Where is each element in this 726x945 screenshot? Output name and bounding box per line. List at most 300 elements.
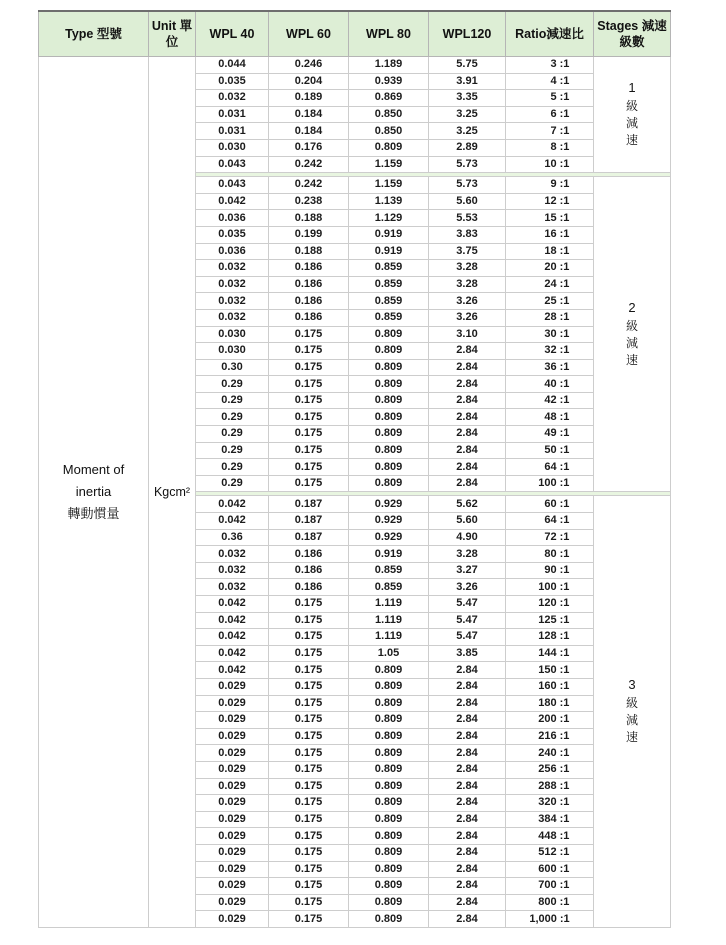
value-cell: 0.030 xyxy=(196,343,269,360)
value-cell: 0.175 xyxy=(269,459,349,476)
value-cell: 0.175 xyxy=(269,645,349,662)
value-cell: 0.042 xyxy=(196,596,269,613)
value-cell: 0.242 xyxy=(269,177,349,194)
value-cell: 0.188 xyxy=(269,210,349,227)
ratio-cell xyxy=(506,828,594,845)
unit-cell: Kgcm² xyxy=(149,57,196,928)
value-cell: 0.186 xyxy=(269,579,349,596)
ratio-cell xyxy=(506,878,594,895)
value-cell: 3.26 xyxy=(429,579,506,596)
ratio-number: 72 xyxy=(544,530,557,543)
ratio-suffix: :1 xyxy=(559,829,570,842)
value-cell: 3.28 xyxy=(429,546,506,563)
value-cell: 5.73 xyxy=(429,156,506,173)
value-cell: 2.84 xyxy=(429,376,506,393)
ratio-cell xyxy=(506,156,594,173)
value-cell: 0.175 xyxy=(269,475,349,492)
ratio-cell xyxy=(506,894,594,911)
value-cell: 1.189 xyxy=(349,57,429,74)
value-cell: 1.159 xyxy=(349,177,429,194)
value-cell: 3.26 xyxy=(429,293,506,310)
ratio-cell xyxy=(506,861,594,878)
ratio-suffix: :1 xyxy=(559,195,570,208)
value-cell: 0.809 xyxy=(349,475,429,492)
value-cell: 2.84 xyxy=(429,844,506,861)
value-cell: 2.84 xyxy=(429,409,506,426)
ratio-suffix: :1 xyxy=(559,763,570,776)
ratio-number: 144 xyxy=(538,647,557,660)
value-cell: 0.042 xyxy=(196,513,269,530)
value-cell: 3.75 xyxy=(429,243,506,260)
ratio-number: 7 xyxy=(550,124,557,137)
ratio-number: 120 xyxy=(538,597,557,610)
ratio-cell xyxy=(506,475,594,492)
ratio-cell xyxy=(506,260,594,277)
ratio-suffix: :1 xyxy=(559,696,570,709)
ratio-suffix: :1 xyxy=(559,746,570,759)
value-cell: 0.035 xyxy=(196,73,269,90)
col-header-ratio: Ratio減速比 xyxy=(506,11,594,57)
col-header-stages: Stages 減速級數 xyxy=(594,11,671,57)
value-cell: 0.850 xyxy=(349,123,429,140)
ratio-suffix: :1 xyxy=(559,124,570,137)
ratio-cell xyxy=(506,276,594,293)
value-cell: 0.809 xyxy=(349,861,429,878)
value-cell: 0.199 xyxy=(269,226,349,243)
value-cell: 0.032 xyxy=(196,276,269,293)
value-cell: 0.030 xyxy=(196,326,269,343)
value-cell: 0.032 xyxy=(196,90,269,107)
ratio-suffix: :1 xyxy=(559,497,570,510)
value-cell: 2.84 xyxy=(429,695,506,712)
ratio-suffix: :1 xyxy=(559,846,570,859)
value-cell: 0.175 xyxy=(269,678,349,695)
value-cell: 0.809 xyxy=(349,326,429,343)
ratio-number: 18 xyxy=(544,244,557,257)
value-cell: 0.175 xyxy=(269,359,349,376)
ratio-suffix: :1 xyxy=(559,547,570,560)
type-cell-line: inertia xyxy=(75,483,112,499)
value-cell: 0.184 xyxy=(269,123,349,140)
value-cell: 0.919 xyxy=(349,546,429,563)
ratio-suffix: :1 xyxy=(559,443,570,456)
col-header-unit: Unit 單位 xyxy=(149,11,196,57)
ratio-suffix: :1 xyxy=(559,228,570,241)
value-cell: 1.159 xyxy=(349,156,429,173)
ratio-cell xyxy=(506,745,594,762)
value-cell: 0.184 xyxy=(269,106,349,123)
ratio-cell xyxy=(506,629,594,646)
value-cell: 0.175 xyxy=(269,442,349,459)
ratio-suffix: :1 xyxy=(559,680,570,693)
value-cell: 5.62 xyxy=(429,496,506,513)
value-cell: 3.35 xyxy=(429,90,506,107)
ratio-cell xyxy=(506,579,594,596)
value-cell: 0.809 xyxy=(349,426,429,443)
value-cell: 0.042 xyxy=(196,629,269,646)
value-cell: 1.139 xyxy=(349,193,429,210)
value-cell: 0.809 xyxy=(349,894,429,911)
value-cell: 0.29 xyxy=(196,392,269,409)
value-cell: 0.929 xyxy=(349,529,429,546)
value-cell: 0.029 xyxy=(196,695,269,712)
ratio-suffix: :1 xyxy=(559,327,570,340)
ratio-cell xyxy=(506,57,594,74)
ratio-number: 28 xyxy=(544,311,557,324)
value-cell: 0.044 xyxy=(196,57,269,74)
value-cell: 3.25 xyxy=(429,123,506,140)
value-cell: 0.809 xyxy=(349,828,429,845)
stage-cell xyxy=(594,57,671,173)
value-cell: 0.29 xyxy=(196,442,269,459)
value-cell: 0.175 xyxy=(269,811,349,828)
value-cell: 2.84 xyxy=(429,459,506,476)
value-cell: 5.60 xyxy=(429,193,506,210)
value-cell: 0.29 xyxy=(196,475,269,492)
value-cell: 0.869 xyxy=(349,90,429,107)
value-cell: 2.84 xyxy=(429,442,506,459)
value-cell: 0.042 xyxy=(196,496,269,513)
ratio-number: 24 xyxy=(544,278,557,291)
ratio-number: 48 xyxy=(544,410,557,423)
value-cell: 2.84 xyxy=(429,861,506,878)
value-cell: 0.809 xyxy=(349,795,429,812)
ratio-number: 49 xyxy=(544,427,557,440)
col-header-wpl40: WPL 40 xyxy=(196,11,269,57)
ratio-cell xyxy=(506,326,594,343)
ratio-cell xyxy=(506,728,594,745)
value-cell: 5.47 xyxy=(429,612,506,629)
value-cell: 1.119 xyxy=(349,629,429,646)
value-cell: 2.84 xyxy=(429,728,506,745)
ratio-cell xyxy=(506,123,594,140)
value-cell: 0.809 xyxy=(349,728,429,745)
ratio-number: 36 xyxy=(544,360,557,373)
ratio-cell xyxy=(506,106,594,123)
value-cell: 0.809 xyxy=(349,343,429,360)
ratio-cell xyxy=(506,811,594,828)
value-cell: 0.186 xyxy=(269,293,349,310)
value-cell: 0.175 xyxy=(269,894,349,911)
ratio-cell xyxy=(506,73,594,90)
value-cell: 0.29 xyxy=(196,376,269,393)
value-cell: 0.859 xyxy=(349,309,429,326)
value-cell: 0.030 xyxy=(196,139,269,156)
ratio-suffix: :1 xyxy=(559,647,570,660)
ratio-suffix: :1 xyxy=(559,344,570,357)
value-cell: 2.84 xyxy=(429,811,506,828)
ratio-number: 100 xyxy=(538,580,557,593)
ratio-number: 64 xyxy=(544,460,557,473)
ratio-number: 32 xyxy=(544,344,557,357)
ratio-cell xyxy=(506,529,594,546)
value-cell: 0.859 xyxy=(349,293,429,310)
ratio-suffix: :1 xyxy=(559,211,570,224)
stage-label: 級 減 速 xyxy=(625,99,638,148)
stage-number: 3 xyxy=(628,677,636,693)
ratio-suffix: :1 xyxy=(559,294,570,307)
value-cell: 1.05 xyxy=(349,645,429,662)
ratio-suffix: :1 xyxy=(559,613,570,626)
ratio-cell xyxy=(506,844,594,861)
ratio-cell xyxy=(506,911,594,928)
ratio-number: 60 xyxy=(544,497,557,510)
value-cell: 0.175 xyxy=(269,761,349,778)
value-cell: 5.60 xyxy=(429,513,506,530)
stage-number: 2 xyxy=(628,299,636,315)
type-cell-line: Moment of xyxy=(62,461,125,477)
value-cell: 0.36 xyxy=(196,529,269,546)
value-cell: 0.809 xyxy=(349,811,429,828)
value-cell: 0.032 xyxy=(196,293,269,310)
value-cell: 2.84 xyxy=(429,778,506,795)
value-cell: 0.919 xyxy=(349,226,429,243)
ratio-number: 125 xyxy=(538,613,557,626)
value-cell: 0.175 xyxy=(269,712,349,729)
ratio-cell xyxy=(506,596,594,613)
value-cell: 0.175 xyxy=(269,795,349,812)
ratio-cell xyxy=(506,426,594,443)
ratio-number: 288 xyxy=(538,779,557,792)
ratio-suffix: :1 xyxy=(559,311,570,324)
value-cell: 1.119 xyxy=(349,612,429,629)
value-cell: 0.238 xyxy=(269,193,349,210)
ratio-cell xyxy=(506,496,594,513)
ratio-cell xyxy=(506,442,594,459)
ratio-suffix: :1 xyxy=(559,74,570,87)
value-cell: 0.032 xyxy=(196,260,269,277)
value-cell: 0.029 xyxy=(196,894,269,911)
ratio-cell xyxy=(506,678,594,695)
value-cell: 0.187 xyxy=(269,496,349,513)
value-cell: 0.809 xyxy=(349,409,429,426)
value-cell: 0.187 xyxy=(269,529,349,546)
value-cell: 0.186 xyxy=(269,562,349,579)
ratio-suffix: :1 xyxy=(559,895,570,908)
ratio-cell xyxy=(506,645,594,662)
value-cell: 0.175 xyxy=(269,844,349,861)
value-cell: 0.029 xyxy=(196,795,269,812)
ratio-number: 512 xyxy=(538,846,557,859)
col-header-wpl60: WPL 60 xyxy=(269,11,349,57)
value-cell: 0.175 xyxy=(269,392,349,409)
value-cell: 2.84 xyxy=(429,761,506,778)
ratio-cell xyxy=(506,243,594,260)
value-cell: 0.809 xyxy=(349,911,429,928)
ratio-number: 5 xyxy=(550,91,557,104)
value-cell: 2.84 xyxy=(429,878,506,895)
header-row xyxy=(39,11,671,57)
ratio-cell xyxy=(506,90,594,107)
value-cell: 0.042 xyxy=(196,662,269,679)
ratio-cell xyxy=(506,309,594,326)
ratio-number: 200 xyxy=(538,713,557,726)
value-cell: 0.175 xyxy=(269,745,349,762)
value-cell: 5.73 xyxy=(429,177,506,194)
stage-label: 級 減 速 xyxy=(625,696,638,745)
type-cell xyxy=(39,57,149,928)
ratio-suffix: :1 xyxy=(559,514,570,527)
ratio-cell xyxy=(506,612,594,629)
ratio-suffix: :1 xyxy=(559,141,570,154)
ratio-number: 10 xyxy=(544,157,557,170)
ratio-suffix: :1 xyxy=(559,713,570,726)
ratio-cell xyxy=(506,226,594,243)
ratio-number: 9 xyxy=(550,178,557,191)
ratio-number: 15 xyxy=(544,211,557,224)
ratio-number: 64 xyxy=(544,514,557,527)
value-cell: 0.175 xyxy=(269,878,349,895)
ratio-cell xyxy=(506,662,594,679)
ratio-number: 16 xyxy=(544,228,557,241)
value-cell: 5.47 xyxy=(429,629,506,646)
value-cell: 3.26 xyxy=(429,309,506,326)
value-cell: 0.032 xyxy=(196,309,269,326)
value-cell: 0.809 xyxy=(349,695,429,712)
value-cell: 0.809 xyxy=(349,359,429,376)
value-cell: 0.809 xyxy=(349,778,429,795)
value-cell: 2.84 xyxy=(429,359,506,376)
ratio-number: 160 xyxy=(538,680,557,693)
ratio-suffix: :1 xyxy=(559,58,570,71)
value-cell: 0.175 xyxy=(269,612,349,629)
value-cell: 0.029 xyxy=(196,844,269,861)
value-cell: 2.84 xyxy=(429,795,506,812)
ratio-suffix: :1 xyxy=(559,730,570,743)
ratio-suffix: :1 xyxy=(559,460,570,473)
ratio-suffix: :1 xyxy=(559,879,570,892)
value-cell: 0.809 xyxy=(349,139,429,156)
value-cell: 3.91 xyxy=(429,73,506,90)
ratio-suffix: :1 xyxy=(559,244,570,257)
value-cell: 0.029 xyxy=(196,712,269,729)
value-cell: 0.929 xyxy=(349,496,429,513)
value-cell: 0.175 xyxy=(269,376,349,393)
value-cell: 0.042 xyxy=(196,193,269,210)
value-cell: 0.176 xyxy=(269,139,349,156)
ratio-suffix: :1 xyxy=(559,261,570,274)
ratio-suffix: :1 xyxy=(559,477,570,490)
ratio-cell xyxy=(506,695,594,712)
value-cell: 2.84 xyxy=(429,343,506,360)
value-cell: 3.83 xyxy=(429,226,506,243)
ratio-suffix: :1 xyxy=(559,580,570,593)
ratio-number: 3 xyxy=(550,58,557,71)
value-cell: 3.28 xyxy=(429,260,506,277)
ratio-cell xyxy=(506,359,594,376)
value-cell: 2.84 xyxy=(429,678,506,695)
value-cell: 3.27 xyxy=(429,562,506,579)
value-cell: 2.84 xyxy=(429,911,506,928)
value-cell: 0.186 xyxy=(269,309,349,326)
value-cell: 0.031 xyxy=(196,106,269,123)
ratio-suffix: :1 xyxy=(559,360,570,373)
value-cell: 0.809 xyxy=(349,844,429,861)
value-cell: 0.850 xyxy=(349,106,429,123)
value-cell: 0.175 xyxy=(269,828,349,845)
value-cell: 3.85 xyxy=(429,645,506,662)
value-cell: 0.032 xyxy=(196,546,269,563)
value-cell: 0.175 xyxy=(269,728,349,745)
value-cell: 0.031 xyxy=(196,123,269,140)
value-cell: 0.919 xyxy=(349,243,429,260)
value-cell: 0.029 xyxy=(196,678,269,695)
ratio-suffix: :1 xyxy=(559,427,570,440)
value-cell: 0.175 xyxy=(269,695,349,712)
value-cell: 2.84 xyxy=(429,712,506,729)
value-cell: 0.859 xyxy=(349,260,429,277)
value-cell: 0.29 xyxy=(196,409,269,426)
ratio-number: 100 xyxy=(538,477,557,490)
ratio-cell xyxy=(506,409,594,426)
ratio-cell xyxy=(506,712,594,729)
ratio-cell xyxy=(506,193,594,210)
value-cell: 0.189 xyxy=(269,90,349,107)
value-cell: 0.175 xyxy=(269,778,349,795)
ratio-number: 8 xyxy=(550,141,557,154)
ratio-cell xyxy=(506,139,594,156)
col-header-wpl80: WPL 80 xyxy=(349,11,429,57)
value-cell: 0.29 xyxy=(196,459,269,476)
stage-cell xyxy=(594,496,671,927)
ratio-suffix: :1 xyxy=(559,377,570,390)
value-cell: 0.175 xyxy=(269,409,349,426)
value-cell: 0.186 xyxy=(269,260,349,277)
value-cell: 0.204 xyxy=(269,73,349,90)
ratio-cell xyxy=(506,778,594,795)
value-cell: 2.84 xyxy=(429,828,506,845)
data-row xyxy=(39,57,671,74)
ratio-cell xyxy=(506,392,594,409)
value-cell: 0.809 xyxy=(349,878,429,895)
value-cell: 0.175 xyxy=(269,911,349,928)
ratio-suffix: :1 xyxy=(559,796,570,809)
ratio-suffix: :1 xyxy=(559,530,570,543)
col-header-type: Type 型號 xyxy=(39,11,149,57)
ratio-suffix: :1 xyxy=(559,278,570,291)
value-cell: 0.809 xyxy=(349,745,429,762)
value-cell: 0.175 xyxy=(269,596,349,613)
ratio-cell xyxy=(506,177,594,194)
value-cell: 3.28 xyxy=(429,276,506,293)
value-cell: 0.859 xyxy=(349,276,429,293)
value-cell: 0.809 xyxy=(349,392,429,409)
value-cell: 0.029 xyxy=(196,811,269,828)
ratio-cell xyxy=(506,376,594,393)
value-cell: 0.186 xyxy=(269,546,349,563)
ratio-number: 12 xyxy=(544,195,557,208)
value-cell: 0.043 xyxy=(196,156,269,173)
value-cell: 0.175 xyxy=(269,343,349,360)
ratio-cell xyxy=(506,795,594,812)
ratio-cell xyxy=(506,513,594,530)
value-cell: 0.029 xyxy=(196,828,269,845)
value-cell: 4.90 xyxy=(429,529,506,546)
ratio-suffix: :1 xyxy=(559,410,570,423)
value-cell: 0.036 xyxy=(196,210,269,227)
ratio-number: 40 xyxy=(544,377,557,390)
ratio-suffix: :1 xyxy=(559,663,570,676)
ratio-cell xyxy=(506,546,594,563)
ratio-number: 4 xyxy=(550,74,557,87)
value-cell: 0.175 xyxy=(269,861,349,878)
value-cell: 0.246 xyxy=(269,57,349,74)
ratio-suffix: :1 xyxy=(559,178,570,191)
ratio-number: 150 xyxy=(538,663,557,676)
value-cell: 0.175 xyxy=(269,326,349,343)
ratio-cell xyxy=(506,343,594,360)
ratio-cell xyxy=(506,459,594,476)
